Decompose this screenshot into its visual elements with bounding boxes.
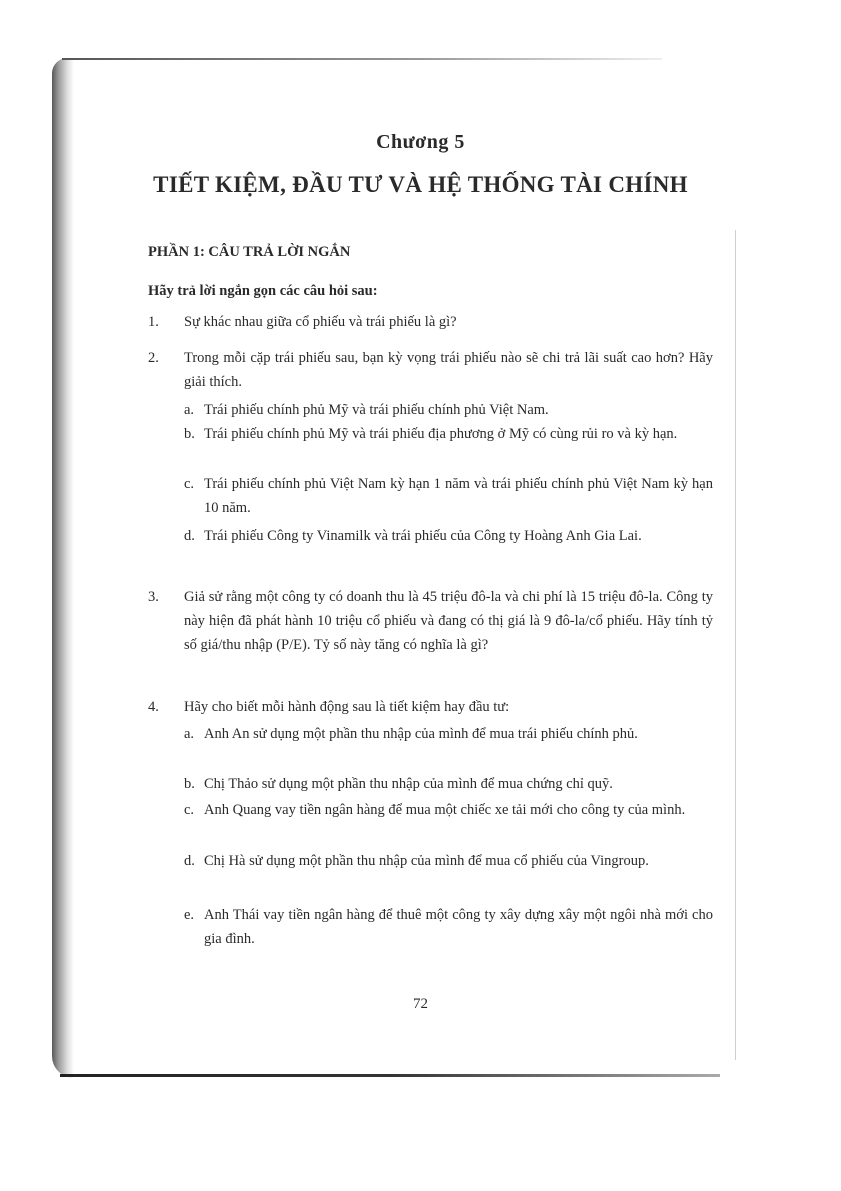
question-4-option-e xyxy=(184,903,713,951)
question-1 xyxy=(148,310,713,334)
question-number: 4. xyxy=(148,699,159,715)
question-2-option-a xyxy=(184,398,713,422)
scan-edge-top xyxy=(62,58,662,60)
option-text: Trái phiếu chính phủ Mỹ và trái phiếu địa phương ở Mỹ có cùng rủi ro và kỳ hạn. xyxy=(204,426,678,442)
option-label: d. xyxy=(184,528,195,544)
scan-shadow-left xyxy=(52,58,74,1078)
question-3 xyxy=(148,585,713,657)
option-text: Trái phiếu Công ty Vinamilk và trái phiếu của Công ty Hoàng Anh Gia Lai. xyxy=(204,528,642,544)
page-number: 72 xyxy=(413,996,428,1012)
option-text: Trái phiếu chính phủ Mỹ và trái phiếu chính phủ Việt Nam. xyxy=(204,402,549,418)
question-2-option-c xyxy=(184,472,713,520)
question-text: Giả sử rằng một công ty có doanh thu là 45 triệu đô-la và chi phí là 15 triệu đô-la. Công ty này hiện đã phát hành 10 triệu cổ phiếu và đang có thị giá là 9 đô-la/cổ phiếu. Hãy tính tỷ số giá/thu nhập (P/E). Tỷ số này tăng có nghĩa là gì? xyxy=(184,589,713,653)
option-label: c. xyxy=(184,476,195,492)
question-4 xyxy=(148,695,713,719)
part-heading: PHẦN 1: CÂU TRẢ LỜI NGẮN xyxy=(148,244,351,260)
option-text: Anh Thái vay tiền ngân hàng để thuê một công ty xây dựng xây một ngôi nhà mới cho gia đình. xyxy=(204,907,713,947)
question-number: 2. xyxy=(148,350,159,366)
question-number: 3. xyxy=(148,589,159,605)
option-label: a. xyxy=(184,402,195,418)
question-number: 1. xyxy=(148,314,159,330)
option-text: Anh An sử dụng một phần thu nhập của mình để mua trái phiếu chính phủ. xyxy=(204,726,638,742)
option-label: d. xyxy=(184,853,195,869)
question-2-option-b xyxy=(184,422,713,446)
question-2-option-d xyxy=(184,524,713,548)
option-label: b. xyxy=(184,426,195,442)
option-label: e. xyxy=(184,907,195,923)
question-4-option-a xyxy=(184,722,713,746)
option-text: Trái phiếu chính phủ Việt Nam kỳ hạn 1 năm và trái phiếu chính phủ Việt Nam kỳ hạn 10 năm. xyxy=(204,476,713,516)
scan-edge-bottom xyxy=(60,1074,720,1077)
question-4-option-c xyxy=(184,798,713,822)
option-label: a. xyxy=(184,726,195,742)
scan-edge-right xyxy=(735,230,736,1060)
option-label: c. xyxy=(184,802,195,818)
instruction-text: Hãy trả lời ngắn gọn các câu hỏi sau: xyxy=(148,283,378,299)
option-text: Chị Hà sử dụng một phần thu nhập của mình để mua cổ phiếu của Vingroup. xyxy=(204,853,649,869)
question-2 xyxy=(148,346,713,394)
chapter-title: TIẾT KIỆM, ĐẦU TƯ VÀ HỆ THỐNG TÀI CHÍNH xyxy=(153,172,688,197)
option-text: Chị Thảo sử dụng một phần thu nhập của mình để mua chứng chỉ quỹ. xyxy=(204,776,613,792)
question-text: Trong mỗi cặp trái phiếu sau, bạn kỳ vọng trái phiếu nào sẽ chi trả lãi suất cao hơn? Hãy giải thích. xyxy=(184,350,713,390)
question-4-option-d xyxy=(184,849,713,873)
option-text: Anh Quang vay tiền ngân hàng để mua một chiếc xe tải mới cho công ty của mình. xyxy=(204,802,686,818)
question-4-option-b xyxy=(184,772,713,796)
option-label: b. xyxy=(184,776,195,792)
question-text: Hãy cho biết mỗi hành động sau là tiết kiệm hay đầu tư: xyxy=(184,699,510,715)
chapter-label: Chương 5 xyxy=(376,131,465,153)
question-text: Sự khác nhau giữa cổ phiếu và trái phiếu là gì? xyxy=(184,314,457,330)
